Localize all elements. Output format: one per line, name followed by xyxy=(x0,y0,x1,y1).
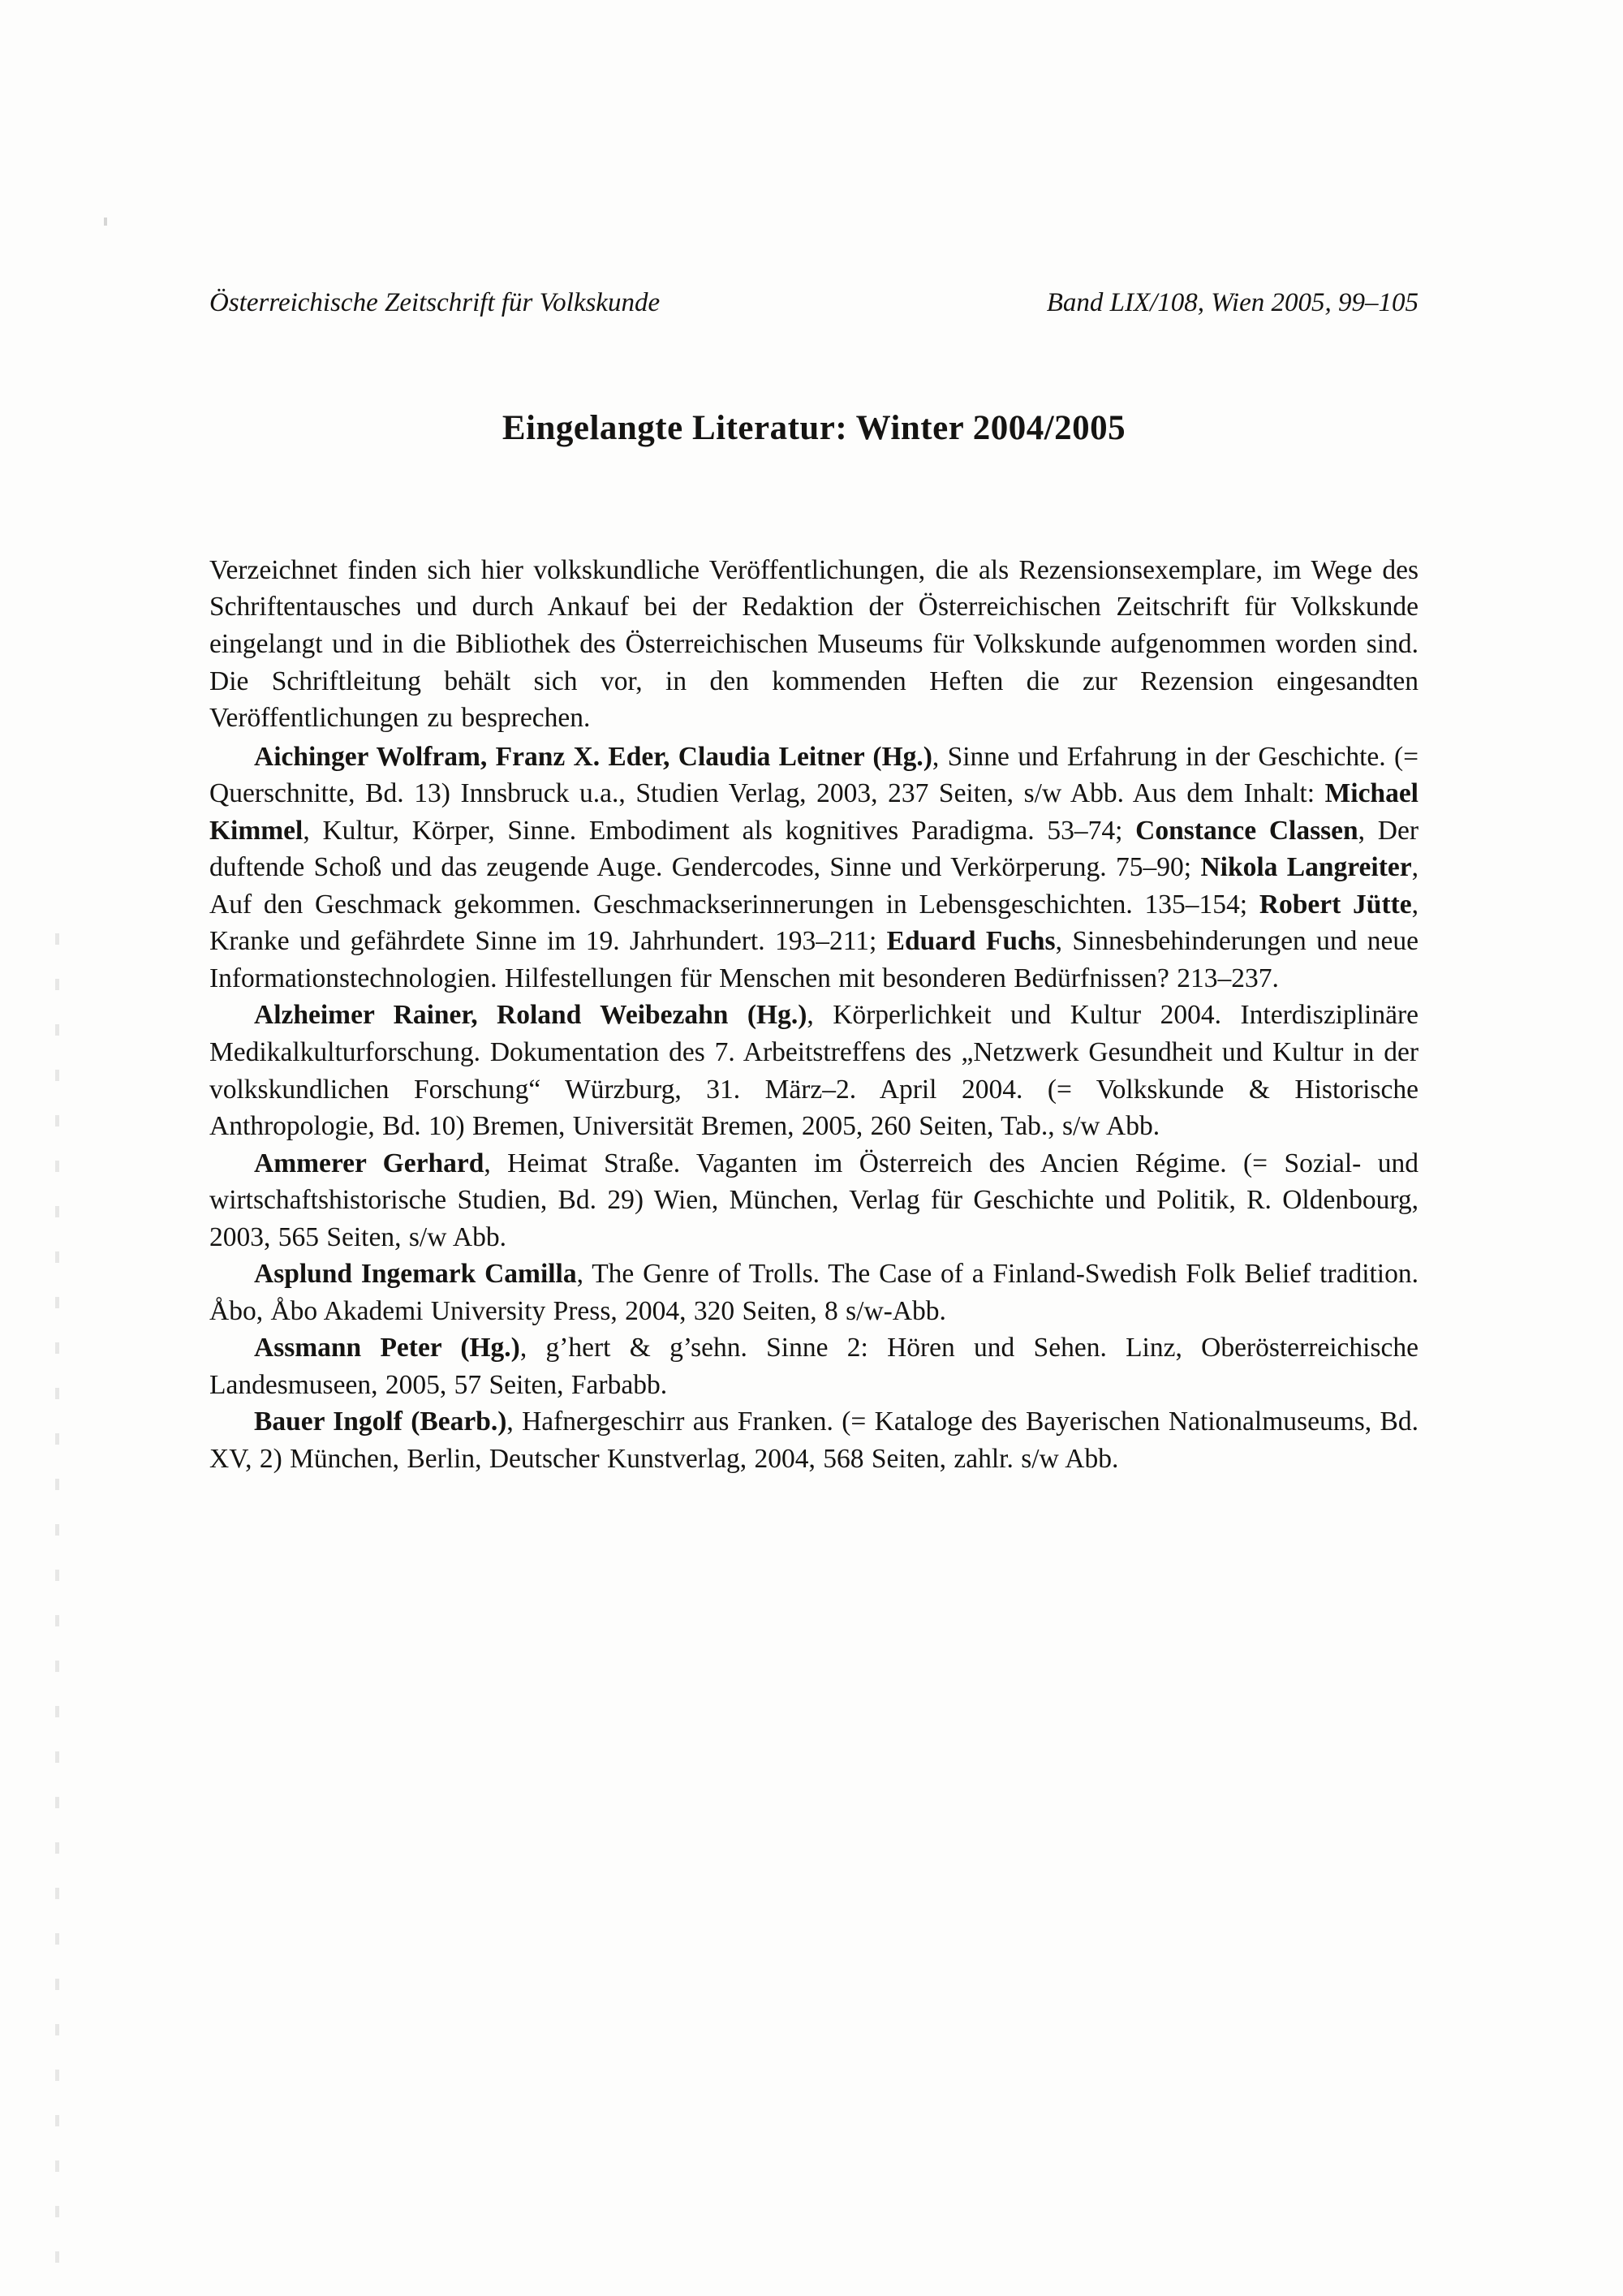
bibliography-entry-ammerer xyxy=(209,1145,1419,1256)
entry-text: , Sinne und Erfahrung in der Geschichte. (= Querschnitte, Bd. 13) Innsbruck u.a., Studien Verlag, 2003, 237 Seiten, s/w Abb. Aus dem Inhalt: xyxy=(209,741,1419,809)
entry-text: , Hafnergeschirr aus Franken. (= Kataloge des Bayerischen Nationalmuseums, Bd. XV, 2) München, Berlin, Deutscher Kunstverlag, 2004, 568 Seiten, zahlr. s/w Abb. xyxy=(209,1406,1419,1475)
entry-author-bold: Eduard Fuchs xyxy=(886,926,1056,957)
entry-author-bold: Robert Jütte xyxy=(1259,889,1412,920)
entry-author-bold: Ammerer Gerhard xyxy=(254,1148,484,1178)
entry-author-bold: Aichinger Wolfram, Franz X. Eder, Claudia Leitner (Hg.) xyxy=(254,741,932,772)
bibliography-entry-bauer xyxy=(209,1403,1419,1477)
entry-text: , Sinnesbehinderungen und neue Informationstechnologien. Hilfestellungen für Menschen mit besonderen Bedürfnissen? 213–237. xyxy=(209,926,1419,993)
entry-author-bold: Michael Kimmel xyxy=(209,778,1419,846)
bibliography-entry-asplund xyxy=(209,1256,1419,1329)
entry-text: , Auf den Geschmack gekommen. Geschmackserinnerungen in Lebensgeschichten. 135–154; xyxy=(209,852,1419,920)
bibliography-entry-alzheimer xyxy=(209,997,1419,1144)
entry-text: , Kultur, Körper, Sinne. Embodiment als kognitives Paradigma. 53–74; xyxy=(303,815,1136,846)
running-header xyxy=(209,286,1419,321)
entry-text: , Körperlichkeit und Kultur 2004. Interdisziplinäre Medikalkulturforschung. Dokumentation des 7. Arbeitstreffens des „Netzwerk Gesundheit und Kultur in der volkskundlichen Forschung“ Würzburg, 31. März–2. April 2004. (= Volkskunde & Historische Anthropologie, Bd. 10) Bremen, Universität Bremen, 2005, 260 Seiten, Tab., s/w Abb. xyxy=(209,1000,1419,1142)
entry-text: , Heimat Straße. Vaganten im Österreich des Ancien Régime. (= Sozial- und wirtschaftshistorische Studien, Bd. 29) Wien, München, Verlag für Geschichte und Politik, R. Oldenbourg, 2003, 565 Seiten, s/w Abb. xyxy=(209,1148,1419,1252)
entry-author-bold: Alzheimer Rainer, Roland Weibezahn (Hg.) xyxy=(254,1000,807,1031)
intro-paragraph: Verzeichnet finden sich hier volkskundliche Veröffentlichungen, die als Rezensionsexemplare, im Wege des Schriftentausches und durch Ankauf bei der Redaktion der Österreichischen Zeitschrift für Volkskunde eingelangt und in die Bibliothek des Österreichischen Museums für Volkskunde aufgenommen worden sind. Die Schriftleitung behält sich vor, in den kommenden Heften die zur Rezension eingesandten Veröffentlichungen zu besprechen. xyxy=(209,554,1419,734)
page-content xyxy=(209,286,1419,1478)
entry-author-bold: Bauer Ingolf (Bearb.) xyxy=(254,1406,507,1437)
entry-text: , The Genre of Trolls. The Case of a Finland-Swedish Folk Belief tradition. Åbo, Åbo Akademi University Press, 2004, 320 Seiten, 8 s/w-Abb. xyxy=(209,1259,1419,1326)
entry-text: , Kranke und gefährdete Sinne im 19. Jahrhundert. 193–211; xyxy=(209,889,1419,957)
page-title: Eingelangte Literatur: Winter 2004/2005 xyxy=(502,408,1126,447)
entry-author-bold: Nikola Langreiter xyxy=(1200,852,1412,883)
entry-author-bold: Assmann Peter (Hg.) xyxy=(254,1333,520,1363)
entry-text: , Der duftende Schoß und das zeugende Auge. Gendercodes, Sinne und Verkörperung. 75–90; xyxy=(209,815,1419,883)
scan-artifact-dot xyxy=(104,218,107,226)
scan-artifact-marks xyxy=(55,933,59,2296)
entry-author-bold: Asplund Ingemark Camilla xyxy=(254,1259,577,1290)
bibliography-entry-aichinger xyxy=(209,739,1419,997)
journal-name: Österreichische Zeitschrift für Volkskunde xyxy=(209,288,661,317)
entry-text: , g’hert & g’sehn. Sinne 2: Hören und Sehen. Linz, Oberösterreichische Landesmuseen, 2005, 57 Seiten, Farbabb. xyxy=(209,1333,1419,1400)
issue-info: Band LIX/108, Wien 2005, 99–105 xyxy=(1046,288,1419,317)
bibliography-entry-assmann xyxy=(209,1329,1419,1403)
entry-author-bold: Constance Classen xyxy=(1135,815,1358,846)
